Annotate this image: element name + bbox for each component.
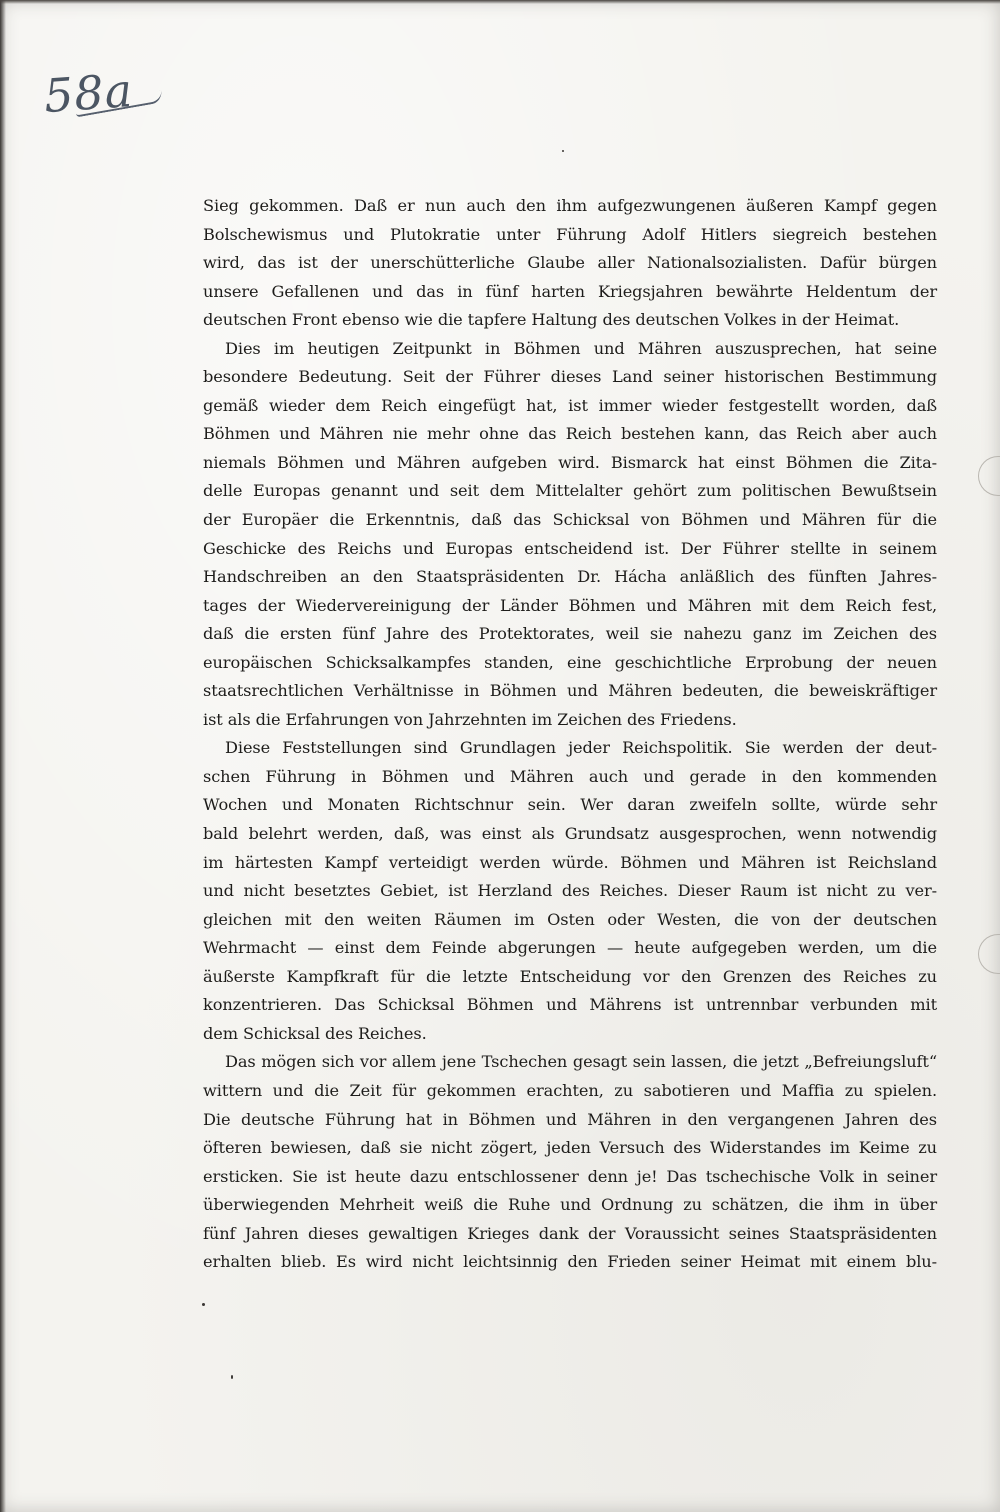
paragraph-2 — [203, 335, 937, 735]
text-line: schen Führung in Böhmen und Mähren auch und gerade in den kommenden — [203, 766, 937, 786]
scan-speck — [562, 150, 564, 152]
text-line: überwiegenden Mehrheit weiß die Ruhe und Ordnung zu schätzen, die ihm in über — [203, 1195, 937, 1215]
handwritten-page-number: 58a — [42, 62, 135, 124]
text-line: Sieg gekommen. Daß er nun auch den ihm aufgezwungenen äußeren Kampf gegen — [203, 196, 937, 215]
text-line: erhalten blieb. Es wird nicht leichtsinnig den Frieden seiner Heimat mit einem blu- — [203, 1252, 937, 1272]
text-line: tages der Wiedervereinigung der Länder Böhmen und Mähren mit dem Reich fest, — [203, 595, 937, 615]
scan-speck — [231, 1375, 233, 1379]
text-line: deutschen Front ebenso wie die tapfere Haltung des deutschen Volkes in der Heimat. — [203, 310, 900, 330]
text-line: staatsrechtlichen Verhältnisse in Böhmen und Mähren bedeuten, die beweiskräftiger — [203, 681, 937, 701]
text-line: und nicht besetztes Gebiet, ist Herzland des Reiches. Dieser Raum ist nicht zu ver- — [203, 881, 937, 901]
body-text — [203, 192, 937, 1277]
text-line: ersticken. Sie ist heute dazu entschlossener denn je! Das tschechische Volk in seiner — [203, 1166, 937, 1186]
text-line: gleichen mit den weiten Räumen im Osten oder Westen, die von der deutschen — [203, 909, 937, 929]
text-line: europäischen Schicksalkampfes standen, eine geschichtliche Erprobung der neuen — [203, 652, 937, 672]
text-line: bald belehrt werden, daß, was einst als Grundsatz ausgesprochen, wenn notwendig — [203, 824, 937, 844]
text-line: öfteren bewiesen, daß sie nicht zögert, jeden Versuch des Widerstandes im Keime zu — [203, 1138, 937, 1158]
text-line: im härtesten Kampf verteidigt werden würde. Böhmen und Mähren ist Reichsland — [203, 852, 937, 872]
text-line: besondere Bedeutung. Seit der Führer dieses Land seiner historischen Bestimmung — [203, 367, 937, 387]
text-line: delle Europas genannt und seit dem Mittelalter gehört zum politischen Bewußtsein — [203, 481, 937, 501]
text-line: Wehrmacht — einst dem Feinde abgerungen — heute aufgegeben werden, um die — [203, 938, 937, 958]
text-line: wird, das ist der unerschütterliche Glaube aller Nationalsozialisten. Dafür bürgen — [203, 253, 937, 273]
scan-speck — [202, 1303, 205, 1306]
punch-hole-bottom — [978, 934, 1000, 974]
text-line: ist als die Erfahrungen von Jahrzehnten im Zeichen des Friedens. — [203, 709, 737, 729]
text-line: wittern und die Zeit für gekommen erachten, zu sabotieren und Maffia zu spielen. — [203, 1080, 937, 1100]
text-line: gemäß wieder dem Reich eingefügt hat, ist immer wieder festgestellt worden, daß — [203, 395, 937, 415]
paragraph-1 — [203, 192, 937, 335]
text-line: Bolschewismus und Plutokratie unter Führung Adolf Hitlers siegreich bestehen — [203, 224, 937, 244]
text-line: dem Schicksal des Reiches. — [203, 1023, 427, 1043]
text-line: Böhmen und Mähren nie mehr ohne das Reich bestehen kann, das Reich aber auch — [203, 424, 937, 444]
punch-hole-top — [978, 456, 1000, 496]
text-line: der Europäer die Erkenntnis, daß das Schicksal von Böhmen und Mähren für die — [203, 510, 937, 530]
scan-edge-left — [0, 0, 6, 1512]
text-line: Diese Feststellungen sind Grundlagen jeder Reichspolitik. Sie werden der deut- — [225, 738, 937, 758]
text-line: niemals Böhmen und Mähren aufgeben wird. Bismarck hat einst Böhmen die Zita- — [203, 452, 937, 472]
text-line: Dies im heutigen Zeitpunkt in Böhmen und Mähren auszusprechen, hat seine — [225, 338, 937, 358]
text-line: Das mögen sich vor allem jene Tschechen gesagt sein lassen, die jetzt „Befreiungsluft“ — [225, 1052, 937, 1072]
text-line: daß die ersten fünf Jahre des Protektorates, weil sie nahezu ganz im Zeichen des — [203, 624, 937, 644]
paragraph-3 — [203, 734, 937, 1048]
text-line: äußerste Kampfkraft für die letzte Entscheidung vor den Grenzen des Reiches zu — [203, 966, 937, 986]
text-line: Die deutsche Führung hat in Böhmen und Mähren in den vergangenen Jahren des — [203, 1109, 937, 1129]
text-line: Wochen und Monaten Richtschnur sein. Wer daran zweifeln sollte, würde sehr — [203, 795, 937, 815]
paragraph-4 — [203, 1048, 937, 1276]
text-line: unsere Gefallenen und das in fünf harten Kriegsjahren bewährte Heldentum der — [203, 281, 937, 301]
text-line: Handschreiben an den Staatspräsidenten Dr. Hácha anläßlich des fünften Jahres- — [203, 567, 937, 587]
scan-edge-top — [0, 0, 1000, 4]
text-line: konzentrieren. Das Schicksal Böhmen und Mährens ist untrennbar verbunden mit — [203, 995, 937, 1015]
text-line: Geschicke des Reichs und Europas entscheidend ist. Der Führer stellte in seinem — [203, 538, 937, 558]
text-line: fünf Jahren dieses gewaltigen Krieges dank der Voraussicht seines Staatspräsidenten — [203, 1223, 937, 1243]
